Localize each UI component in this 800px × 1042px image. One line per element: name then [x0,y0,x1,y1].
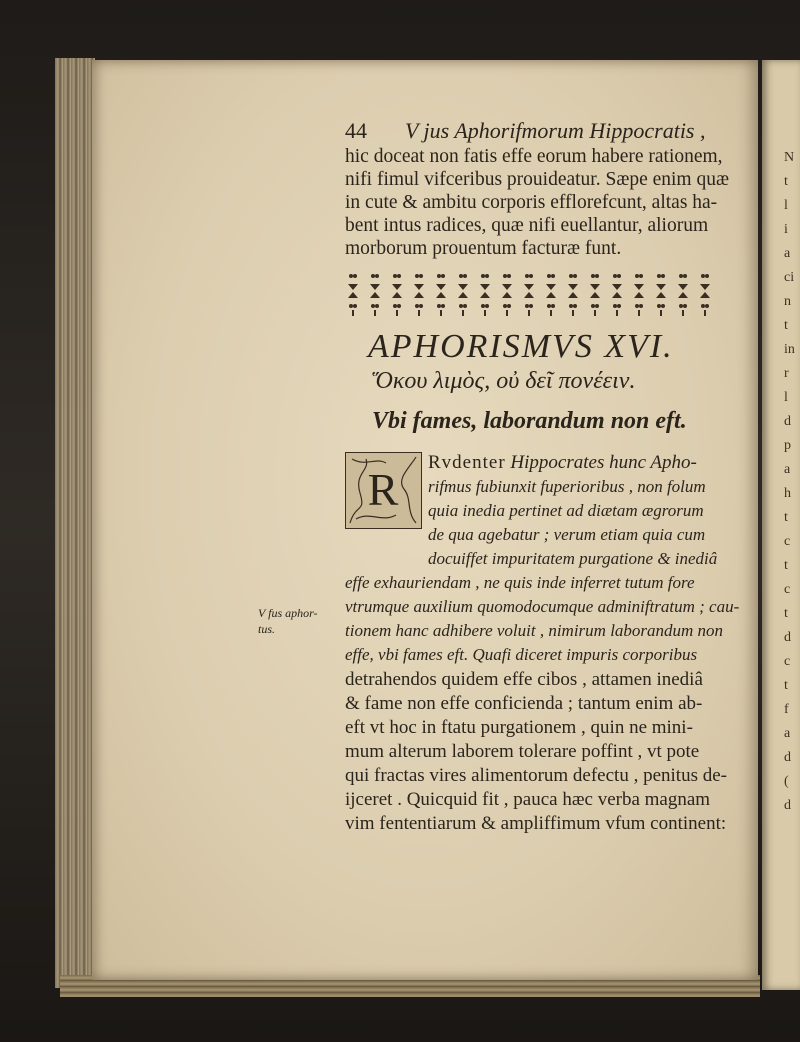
facing-page-letter: t [784,678,788,693]
commentary-line: effe exhauriendam , ne quis inde inferret tutum fore [345,573,695,592]
commentary-line: ijceret . Quicquid fit , pauca hæc verba magnam [345,789,711,810]
facing-page-letter: r [784,366,789,381]
commentary-line: docuiffet impuritatem purgatione & inediâ [428,549,718,568]
commentary-opening [428,452,697,474]
facing-page-letter: c [784,582,791,597]
facing-page-fragment [762,60,800,990]
aphorism-latin-text: Vbi fames, laborandum non eft. [372,408,687,434]
facing-page-letter: t [784,510,788,525]
facing-page-letter: l [784,198,788,213]
facing-page-letter: a [784,462,791,477]
facing-page-letter: c [784,534,791,549]
facing-page-letter: i [784,222,788,237]
intro-line: hic doceat non fatis effe eorum habere rationem, [345,146,723,167]
facing-page-letter: ( [784,774,789,789]
commentary-line: quia inedia pertinet ad diætam ægrorum [428,501,704,520]
svg-text:R: R [367,464,399,515]
aphorism-title: APHORISMVS XVI. [368,328,674,365]
facing-page-letter: d [784,630,791,645]
facing-page-letter: ci [784,270,795,285]
book-left-edge [55,58,95,988]
commentary-line: vim fententiarum & ampliffimum vfum continent: [345,813,727,834]
facing-page-letter: a [784,726,791,741]
commentary-line: tionem hanc adhibere voluit , nimirum laborandum non [345,621,724,640]
facing-page-letter: d [784,798,791,813]
running-title: V jus Aphorifmorum Hippocratis , [405,118,706,143]
facing-page-letter: in [784,342,795,357]
facing-page-letter: f [784,702,789,717]
commentary-line: qui fractas vires alimentorum defectu , penitus de- [345,765,727,786]
commentary-line: rifmus fubiunxit fuperioribus , non folum [428,477,706,496]
facing-page-letter: l [784,390,788,405]
intro-line: morborum prouentum facturæ funt. [345,238,622,259]
margin-note: V fus aphor- tus. [258,606,318,636]
facing-page-letter: h [784,486,791,501]
commentary-line: effe, vbi fames eft. Quafi diceret impuris corporibus [345,645,698,664]
facing-page-letter: N [784,150,795,165]
facing-page-letter: t [784,174,788,189]
commentary-first-word: Rvdenter [428,452,506,473]
printers-ornament-band [345,268,720,320]
page-number: 44 [345,118,367,143]
facing-page-letter: p [784,438,791,453]
intro-line: bent intus radices, quæ nifi euellantur, aliorum [345,215,709,236]
facing-page-letter: t [784,318,788,333]
commentary-line: & fame non effe conficienda ; tantum enim ab- [345,693,703,714]
decorated-initial-r [345,452,422,529]
facing-page-letter: a [784,246,791,261]
page-header [345,118,725,148]
commentary-line: vtrumque auxilium quomodocumque adminiftratum ; cau- [345,597,740,616]
commentary-line: eft vt hoc in ftatu purgationem , quin ne mini- [345,717,693,738]
facing-page-letter: t [784,558,788,573]
intro-line: nifi fimul vifceribus prouideatur. Sæpe enim quæ [345,169,729,190]
commentary-line: detrahendos quidem effe cibos , attamen inediâ [345,669,703,690]
facing-page-letter: n [784,294,791,309]
facing-page-letter: t [784,606,788,621]
facing-page-letter: d [784,750,791,765]
facing-page-letter: c [784,654,791,669]
aphorism-greek-text: Ὅκου λιμὸς, οὐ δεῖ πονέειν. [372,368,636,394]
commentary-line: de qua agebatur ; verum etiam quia cum [428,525,706,544]
commentary-line: mum alterum laborem tolerare poffint , vt pote [345,741,700,762]
facing-page-letter: d [784,414,791,429]
commentary-text: Hippocrates hunc Apho- [510,452,697,473]
intro-line: in cute & ambitu corporis efflorefcunt, altas ha- [345,192,718,213]
